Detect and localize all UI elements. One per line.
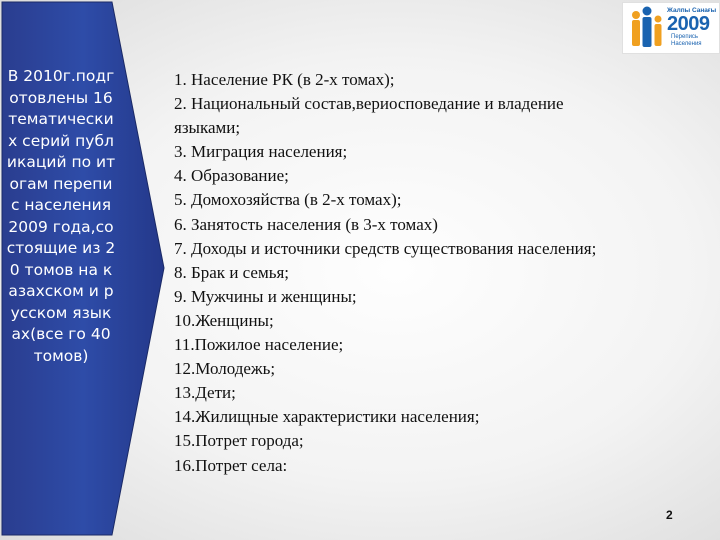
list-item: 10.Женщины; (174, 310, 274, 330)
list-item: 12.Молодежь; (174, 359, 276, 379)
list-item: 16.Потрет села: (174, 455, 288, 475)
list-item: 13.Дети; (174, 383, 236, 403)
sidebar-text: В 2010г.подготовлены 16 тематических серий публикаций по итогам перепис населения 2009 года,состоящие из 20 томов на казахском и русском языках(все го 40 томов) (6, 67, 116, 365)
list-item: 11.Пожилое население; (174, 335, 344, 355)
list-item: языками; (174, 118, 241, 138)
list-item: 14.Жилищные характеристики населения; (174, 407, 480, 427)
list-item: 7. Доходы и источники средств существования населения; (174, 238, 597, 258)
list-item: 5. Домохозяйства (в 2-х томах); (174, 190, 402, 210)
list-item: 15.Потрет города; (174, 431, 304, 451)
list-item: 8. Брак и семья; (174, 262, 290, 282)
census-logo (622, 2, 720, 54)
list-item: 9. Мужчины и женщины; (174, 286, 357, 306)
list-item: 6. Занятость населения (в 3-х томах) (174, 214, 438, 234)
sidebar-arrow (0, 0, 170, 540)
list-item: 4. Образование; (174, 166, 289, 186)
logo-subtitle-line1: Перепись (671, 34, 699, 40)
people-figures-icon (626, 6, 668, 50)
list-item: 3. Миграция населения; (174, 142, 348, 162)
page-number: 2 (666, 508, 673, 522)
publication-list (174, 68, 694, 478)
logo-year: 2009 (667, 13, 710, 35)
logo-subtitle-line2: Населения (671, 41, 702, 47)
logo-subtitle (671, 34, 702, 48)
logo-title-kz: Жалпы Санағы (667, 7, 717, 14)
list-item: 1. Население РК (в 2-х томах); (174, 70, 395, 89)
list-item: 2. Национальный состав,вериосповедание и владение (174, 94, 564, 114)
